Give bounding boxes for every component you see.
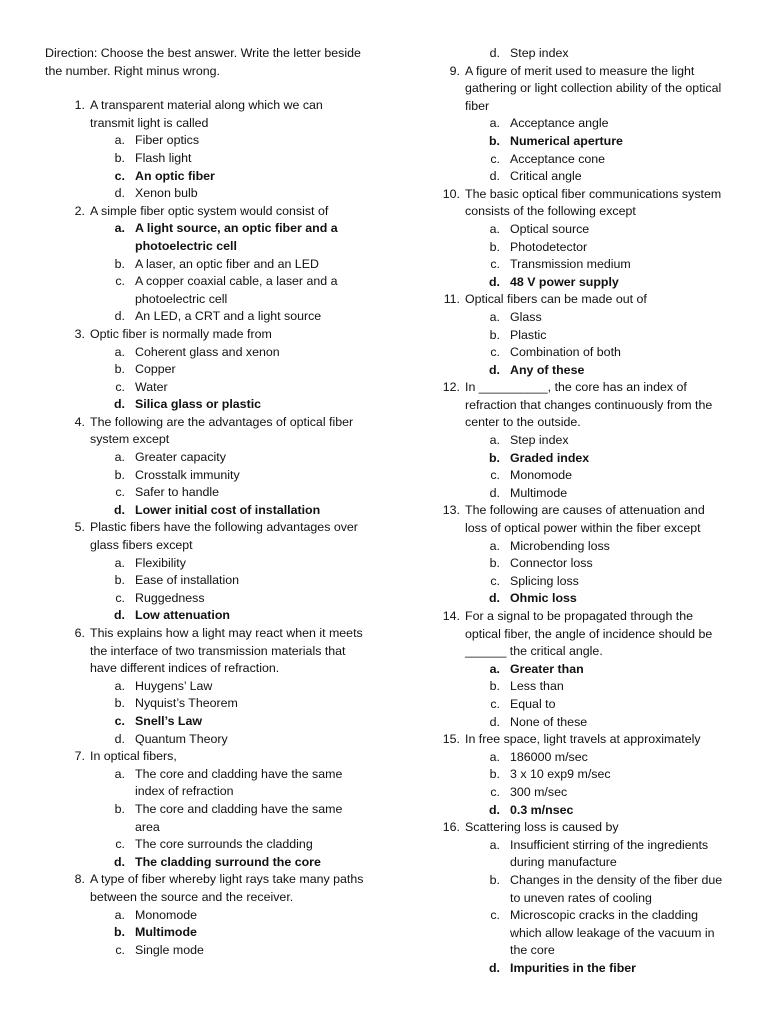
option-item [90, 256, 367, 274]
question-body [465, 291, 725, 379]
question-list-right [420, 63, 725, 978]
option-text: Xenon bulb [135, 186, 198, 201]
question-number: 10. [442, 186, 460, 201]
option-item [465, 678, 725, 696]
option-letter: a. [114, 555, 125, 570]
question-text: A transparent material along which we can transmit light is called [90, 98, 323, 130]
option-text: A light source, an optic fiber and a photoelectric cell [135, 221, 338, 253]
option-letter: a. [489, 538, 500, 553]
option-text: Low attenuation [135, 608, 230, 623]
option-letter: b. [114, 696, 125, 711]
question-body [90, 871, 367, 959]
option-item [465, 221, 725, 239]
option-item [90, 449, 367, 467]
option-text: The core surrounds the cladding [135, 837, 313, 852]
option-answer [465, 362, 725, 380]
option-letter: a. [114, 907, 125, 922]
option-text: Fiber optics [135, 133, 200, 148]
option-item [90, 132, 367, 150]
option-text: Changes in the density of the fiber due to uneven rates of cooling [510, 872, 723, 905]
option-item [465, 239, 725, 257]
option-letter: d. [113, 502, 125, 517]
option-item [465, 538, 725, 556]
option-letter: c. [115, 485, 125, 500]
option-list [90, 449, 367, 519]
option-text: Impurities in the fiber [510, 960, 636, 975]
option-text: Step index [510, 46, 569, 60]
option-letter: a. [114, 450, 125, 465]
option-text: Acceptance angle [510, 116, 609, 131]
question-text: The following are causes of attenuation and loss of optical power within the fiber except [465, 503, 705, 536]
option-answer [465, 450, 725, 468]
option-item [465, 749, 725, 767]
question-text: A figure of merit used to measure the light gathering or light collection ability of the optical fiber [465, 63, 722, 113]
right-column [420, 45, 725, 977]
option-item [465, 432, 725, 450]
option-text: Step index [510, 433, 569, 448]
option-answer [465, 661, 725, 679]
option-letter: a. [489, 749, 500, 764]
option-text: Microbending loss [510, 538, 610, 553]
option-text: Silica glass or plastic [135, 397, 262, 412]
option-item [465, 309, 725, 327]
option-item [465, 872, 725, 907]
option-letter: c. [490, 784, 500, 799]
option-item [90, 185, 367, 203]
option-text: Splicing loss [510, 573, 579, 588]
option-letter: d. [488, 960, 500, 975]
question-item [45, 414, 367, 520]
option-answer [90, 607, 367, 625]
option-item [90, 379, 367, 397]
option-letter: b. [114, 573, 125, 588]
question-body [90, 97, 367, 203]
option-item [465, 837, 725, 872]
question-number: 4. [74, 414, 85, 429]
option-answer [465, 133, 725, 151]
option-item [465, 151, 725, 169]
option-text: 0.3 m/nsec [510, 802, 574, 817]
option-text: The core and cladding have the same area [135, 801, 343, 834]
question-body [465, 608, 725, 731]
question-text: In __________, the core has an index of refraction that changes continuously from the center to the outside. [465, 380, 713, 430]
option-list [90, 907, 367, 960]
question-body [465, 63, 725, 186]
option-letter: a. [489, 116, 500, 131]
option-text: Equal to [510, 696, 556, 711]
question-body [90, 203, 367, 326]
option-text: Combination of both [510, 345, 621, 360]
question-number: 7. [74, 749, 85, 764]
option-text: Crosstalk immunity [135, 467, 240, 482]
question-text: This explains how a light may react when it meets the interface of two transmission materials that have different indices of refraction. [90, 626, 363, 676]
option-item [90, 484, 367, 502]
option-item [90, 150, 367, 168]
question-item [45, 748, 367, 871]
option-item [465, 168, 725, 186]
question-item [45, 625, 367, 748]
option-letter: a. [114, 678, 125, 693]
question-item [45, 519, 367, 625]
option-letter: b. [113, 925, 125, 940]
question-body [465, 502, 725, 608]
option-text: Safer to handle [135, 485, 220, 500]
option-answer [465, 274, 725, 292]
option-text: Nyquist’s Theorem [135, 696, 238, 711]
option-answer [465, 960, 725, 978]
option-item [465, 115, 725, 133]
option-letter: d. [488, 274, 500, 289]
option-text: Optical source [510, 221, 590, 236]
question-body [90, 326, 367, 414]
question-item [420, 379, 725, 502]
option-answer [90, 220, 367, 255]
option-text: Microscopic cracks in the cladding which allow leakage of the vacuum in the core [510, 908, 715, 958]
question-body [465, 819, 725, 977]
question-item [420, 731, 725, 819]
option-text: A laser, an optic fiber and an LED [135, 256, 319, 271]
option-list [90, 344, 367, 414]
option-text: Ease of installation [135, 573, 240, 588]
question-number: 15. [442, 732, 460, 747]
option-letter: c. [115, 379, 125, 394]
option-text: Less than [510, 679, 564, 694]
question-number: 3. [74, 326, 85, 341]
option-letter: b. [489, 327, 500, 342]
option-item [90, 467, 367, 485]
question-number: 11. [443, 292, 460, 307]
option-text: Single mode [135, 942, 204, 957]
option-letter: b. [114, 467, 125, 482]
option-text: Plastic [510, 327, 547, 342]
option-item [90, 695, 367, 713]
question-number: 8. [74, 872, 85, 887]
option-item [90, 801, 367, 836]
question-body [90, 625, 367, 748]
option-list [465, 749, 725, 819]
option-letter: b. [114, 801, 125, 816]
option-letter: b. [489, 872, 500, 887]
option-letter: d. [113, 854, 125, 869]
option-item [90, 836, 367, 854]
option-item [90, 572, 367, 590]
question-text: In optical fibers, [90, 749, 177, 764]
option-item [90, 942, 367, 960]
question-item [420, 502, 725, 608]
question-item [45, 97, 367, 203]
question-text: Optic fiber is normally made from [90, 326, 272, 341]
option-letter: a. [114, 133, 125, 148]
option-letter: c. [115, 837, 125, 852]
option-item [90, 344, 367, 362]
option-text: An LED, a CRT and a light source [135, 309, 322, 324]
option-text: Snell’s Law [135, 713, 203, 728]
option-item [465, 766, 725, 784]
option-item [465, 907, 725, 960]
option-list [90, 555, 367, 625]
option-letter: b. [488, 133, 500, 148]
question-number: 12. [442, 380, 460, 395]
option-item [90, 590, 367, 608]
option-letter: d. [488, 802, 500, 817]
option-list [90, 220, 367, 326]
option-item [90, 678, 367, 696]
question-item [45, 326, 367, 414]
option-text: Ohmic loss [510, 591, 577, 606]
option-letter: d. [489, 46, 500, 60]
option-letter: b. [488, 450, 500, 465]
option-list [90, 678, 367, 748]
option-list [465, 432, 725, 502]
option-text: Water [135, 379, 168, 394]
option-letter: a. [489, 661, 500, 676]
option-letter: b. [114, 362, 125, 377]
option-letter: d. [489, 714, 500, 729]
option-letter: a. [489, 837, 500, 852]
question-body [465, 731, 725, 819]
option-item [465, 555, 725, 573]
question-item [420, 819, 725, 977]
question-item [420, 291, 725, 379]
option-letter: c. [115, 942, 125, 957]
option-item [90, 308, 367, 326]
option-list [465, 661, 725, 731]
option-letter: d. [113, 397, 125, 412]
option-letter: d. [114, 186, 125, 201]
directions-text: Direction: Choose the best answer. Write the letter beside the number. Right minus wrong. [45, 46, 361, 78]
option-answer [90, 502, 367, 520]
option-text: The cladding surround the core [135, 854, 321, 869]
option-item [465, 344, 725, 362]
option-item [465, 327, 725, 345]
question-text: A simple fiber optic system would consist of [90, 203, 329, 218]
option-item [90, 907, 367, 925]
option-answer [90, 854, 367, 872]
option-letter: a. [114, 766, 125, 781]
option-item [90, 731, 367, 749]
option-text: Monomode [135, 907, 197, 922]
option-item [465, 485, 725, 503]
option-letter: a. [489, 433, 500, 448]
option-letter: a. [114, 344, 125, 359]
option-list [465, 837, 725, 978]
option-letter: a. [489, 309, 500, 324]
question-text: A type of fiber whereby light rays take many paths between the source and the receiver. [90, 872, 364, 904]
option-letter: b. [489, 556, 500, 571]
option-list [465, 538, 725, 608]
option-item [465, 467, 725, 485]
option-text: Quantum Theory [135, 731, 228, 746]
option-letter: a. [489, 221, 500, 236]
option-letter: c. [490, 345, 500, 360]
question-list-left [45, 97, 367, 959]
question-text: For a signal to be propagated through the optical fiber, the angle of incidence should be ______ the critical angle. [465, 609, 713, 659]
question-number: 1. [74, 98, 85, 113]
question-number: 13. [442, 503, 460, 518]
option-text: Multimode [135, 925, 197, 940]
option-item [465, 714, 725, 732]
question-body [465, 379, 725, 502]
option-list [90, 766, 367, 872]
option-answer [90, 168, 367, 186]
option-letter: a. [114, 221, 125, 236]
option-letter: b. [489, 767, 500, 782]
option-letter: d. [488, 591, 500, 606]
option-text: Glass [510, 309, 542, 324]
option-text: Graded index [510, 450, 590, 465]
option-letter: d. [488, 362, 500, 377]
question-text: The following are the advantages of optical fiber system except [90, 414, 354, 447]
question-number: 16. [442, 820, 460, 835]
option-list [465, 221, 725, 291]
option-text: 300 m/sec [510, 784, 568, 799]
option-text: Greater capacity [135, 450, 226, 465]
option-list [90, 132, 367, 202]
question-text: The basic optical fiber communications system consists of the following except [465, 186, 722, 219]
option-letter: b. [489, 239, 500, 254]
option-text: 48 V power supply [510, 274, 619, 289]
option-item [90, 766, 367, 801]
question-text: Optical fibers can be made out of [465, 292, 647, 307]
option-text: Numerical aperture [510, 133, 623, 148]
option-letter: c. [115, 274, 125, 289]
option-letter: c. [490, 468, 500, 483]
question-number: 9. [449, 63, 460, 78]
option-text: Copper [135, 362, 176, 377]
option-letter: d. [114, 731, 125, 746]
question-number: 14. [442, 609, 460, 623]
option-letter: c. [490, 257, 500, 272]
question-number: 5. [74, 520, 85, 535]
option-letter: b. [489, 679, 500, 694]
option-text: Greater than [510, 661, 584, 676]
option-item [90, 361, 367, 379]
option-text: Lower initial cost of installation [135, 502, 321, 517]
option-text: A copper coaxial cable, a laser and a photoelectric cell [135, 274, 338, 306]
option-continued [465, 45, 725, 63]
option-letter: c. [490, 696, 500, 711]
option-text: Flash light [135, 150, 192, 165]
option-letter: d. [489, 169, 500, 184]
option-item [465, 784, 725, 802]
question-item [45, 871, 367, 959]
left-column [45, 45, 367, 959]
question-number: 6. [74, 626, 85, 640]
option-letter: c. [114, 168, 125, 183]
option-text: Flexibility [135, 555, 186, 570]
option-letter: c. [115, 590, 125, 605]
option-item [465, 696, 725, 714]
option-letter: d. [113, 608, 125, 623]
option-text: 186000 m/sec [510, 749, 588, 764]
question-text: Plastic fibers have the following advantages over glass fibers except [90, 520, 358, 553]
question-body [90, 414, 367, 520]
option-answer [465, 590, 725, 608]
option-item [90, 273, 367, 308]
question-text: In free space, light travels at approximately [465, 732, 701, 747]
option-text: Ruggedness [135, 590, 205, 605]
option-letter: c. [490, 573, 500, 588]
option-letter: c. [114, 713, 125, 728]
question-body [465, 186, 725, 292]
option-letter: c. [490, 908, 500, 923]
option-letter: b. [114, 150, 125, 165]
question-body [90, 519, 367, 625]
question-item [45, 203, 367, 326]
option-answer [90, 396, 367, 414]
option-text: None of these [510, 714, 588, 729]
option-letter: b. [114, 256, 125, 271]
option-text: Coherent glass and xenon [135, 344, 280, 359]
option-text: Connector loss [510, 556, 593, 571]
option-text: An optic fiber [135, 168, 215, 183]
option-item [465, 256, 725, 274]
option-letter: d. [114, 309, 125, 324]
question-item [420, 608, 725, 731]
option-text: Acceptance cone [510, 151, 606, 166]
option-answer [465, 802, 725, 820]
option-text: The core and cladding have the same index of refraction [135, 766, 343, 799]
option-text: Insufficient stirring of the ingredients during manufacture [510, 837, 709, 870]
option-text: Huygens’ Law [135, 678, 213, 693]
option-text: Transmission medium [510, 257, 631, 272]
question-number: 2. [74, 203, 85, 218]
question-text: Scattering loss is caused by [465, 820, 619, 835]
option-answer [90, 924, 367, 942]
option-letter: d. [489, 485, 500, 500]
option-list [465, 115, 725, 185]
option-text: Multimode [510, 485, 568, 500]
option-answer [90, 713, 367, 731]
option-list [465, 309, 725, 379]
option-item [90, 555, 367, 573]
option-text: Photodetector [510, 239, 588, 254]
option-text: 3 x 10 exp9 m/sec [510, 767, 611, 782]
question-item [420, 63, 725, 186]
option-item [465, 573, 725, 591]
option-text: Monomode [510, 468, 572, 483]
option-letter: c. [490, 151, 500, 166]
question-body [90, 748, 367, 871]
option-text: Critical angle [510, 169, 582, 184]
option-text: Any of these [510, 362, 585, 377]
question-item [420, 186, 725, 292]
